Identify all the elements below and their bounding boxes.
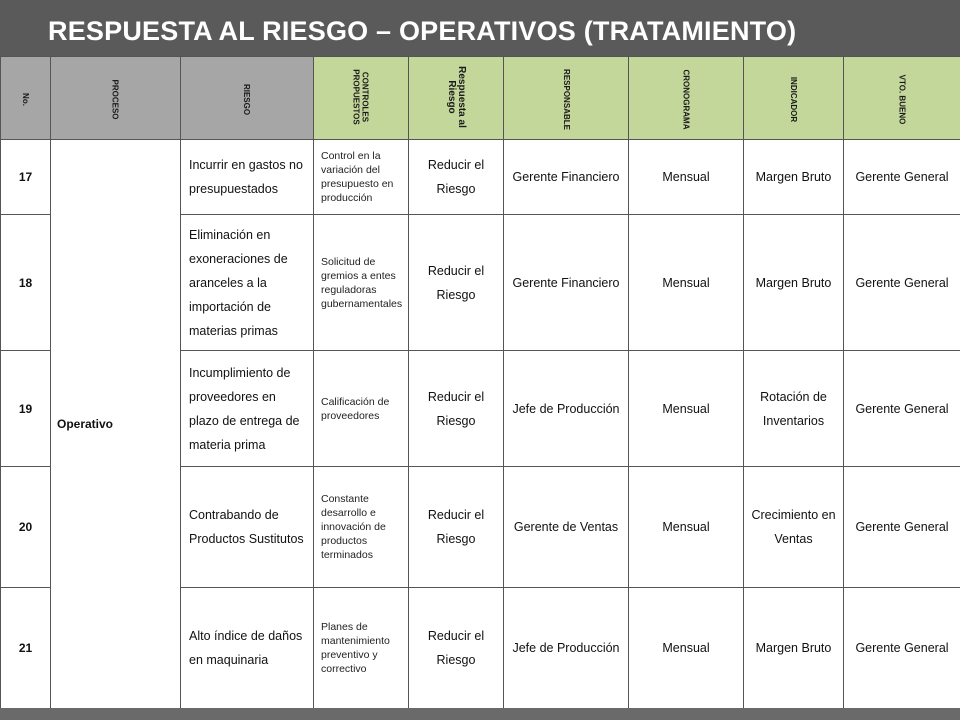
header-responsable-label: RESPONSABLE bbox=[561, 69, 571, 130]
schedule-cell: Mensual bbox=[629, 351, 744, 467]
header-responsable bbox=[504, 57, 629, 140]
control-cell: Constante desarrollo e innovación de productos terminados bbox=[314, 467, 409, 588]
header-vto-bueno-label: VTO. BUENO bbox=[897, 74, 907, 125]
risk-response-table bbox=[0, 56, 960, 709]
header-indicador-label: INDICADOR bbox=[789, 76, 798, 123]
header-respuesta-label bbox=[446, 66, 466, 128]
header-controles-line1: CONTROLES bbox=[360, 71, 370, 122]
row-number: 18 bbox=[1, 215, 51, 351]
responsible-cell: Gerente de Ventas bbox=[504, 467, 629, 588]
row-number: 20 bbox=[1, 467, 51, 588]
response-cell: Reducir el Riesgo bbox=[409, 140, 504, 215]
responsible-cell: Jefe de Producción bbox=[504, 351, 629, 467]
row-number: 17 bbox=[1, 140, 51, 215]
table-row bbox=[1, 140, 960, 215]
risk-cell: Eliminación en exoneraciones de aranceles a la importación de materias primas bbox=[181, 215, 314, 351]
responsible-cell: Gerente Financiero bbox=[504, 140, 629, 215]
control-cell: Solicitud de gremios a entes reguladoras gubernamentales bbox=[314, 215, 409, 351]
indicator-cell: Rotación de Inventarios bbox=[744, 351, 844, 467]
header-respuesta-line1: Respuesta al bbox=[455, 66, 467, 128]
header-controles bbox=[314, 57, 409, 140]
indicator-cell: Margen Bruto bbox=[744, 140, 844, 215]
risk-cell: Incurrir en gastos no presupuestados bbox=[181, 140, 314, 215]
header-proceso bbox=[51, 57, 181, 140]
schedule-cell: Mensual bbox=[629, 215, 744, 351]
header-no-label: No. bbox=[20, 93, 30, 106]
indicator-cell: Margen Bruto bbox=[744, 215, 844, 351]
header-proceso-label: PROCESO bbox=[110, 79, 120, 120]
header-row bbox=[1, 57, 960, 140]
response-cell: Reducir el Riesgo bbox=[409, 215, 504, 351]
schedule-cell: Mensual bbox=[629, 140, 744, 215]
response-cell: Reducir el Riesgo bbox=[409, 588, 504, 709]
approval-cell: Gerente General bbox=[844, 467, 960, 588]
approval-cell: Gerente General bbox=[844, 140, 960, 215]
header-cronograma bbox=[629, 57, 744, 140]
indicator-cell: Margen Bruto bbox=[744, 588, 844, 709]
control-cell: Planes de mantenimiento preventivo y correctivo bbox=[314, 588, 409, 709]
response-cell: Reducir el Riesgo bbox=[409, 351, 504, 467]
responsible-cell: Jefe de Producción bbox=[504, 588, 629, 709]
risk-cell: Alto índice de daños en maquinaria bbox=[181, 588, 314, 709]
process-cell: Operativo bbox=[51, 140, 181, 709]
header-controles-line2: PROPUESTOS bbox=[351, 68, 361, 125]
header-vto-bueno bbox=[844, 57, 960, 140]
header-respuesta bbox=[409, 57, 504, 140]
row-number: 19 bbox=[1, 351, 51, 467]
header-no bbox=[1, 57, 51, 140]
header-riesgo-label: RIESGO bbox=[242, 83, 252, 116]
schedule-cell: Mensual bbox=[629, 467, 744, 588]
row-number: 21 bbox=[1, 588, 51, 709]
risk-cell: Contrabando de Productos Sustitutos bbox=[181, 467, 314, 588]
title-bar bbox=[0, 0, 960, 56]
approval-cell: Gerente General bbox=[844, 351, 960, 467]
responsible-cell: Gerente Financiero bbox=[504, 215, 629, 351]
control-cell: Control en la variación del presupuesto en producción bbox=[314, 140, 409, 215]
control-cell: Calificación de proveedores bbox=[314, 351, 409, 467]
bottom-band bbox=[0, 708, 960, 720]
header-respuesta-line2: Riesgo bbox=[445, 80, 457, 114]
header-riesgo bbox=[181, 57, 314, 140]
risk-table-container bbox=[0, 56, 960, 708]
header-cronograma-label: CRONOGRAMA bbox=[681, 69, 691, 130]
approval-cell: Gerente General bbox=[844, 588, 960, 709]
response-cell: Reducir el Riesgo bbox=[409, 467, 504, 588]
schedule-cell: Mensual bbox=[629, 588, 744, 709]
header-controles-label bbox=[352, 69, 370, 124]
page-title: RESPUESTA AL RIESGO – OPERATIVOS (TRATAMIENTO) bbox=[48, 16, 797, 46]
header-indicador bbox=[744, 57, 844, 140]
indicator-cell: Crecimiento en Ventas bbox=[744, 467, 844, 588]
approval-cell: Gerente General bbox=[844, 215, 960, 351]
risk-cell: Incumplimiento de proveedores en plazo de entrega de materia prima bbox=[181, 351, 314, 467]
